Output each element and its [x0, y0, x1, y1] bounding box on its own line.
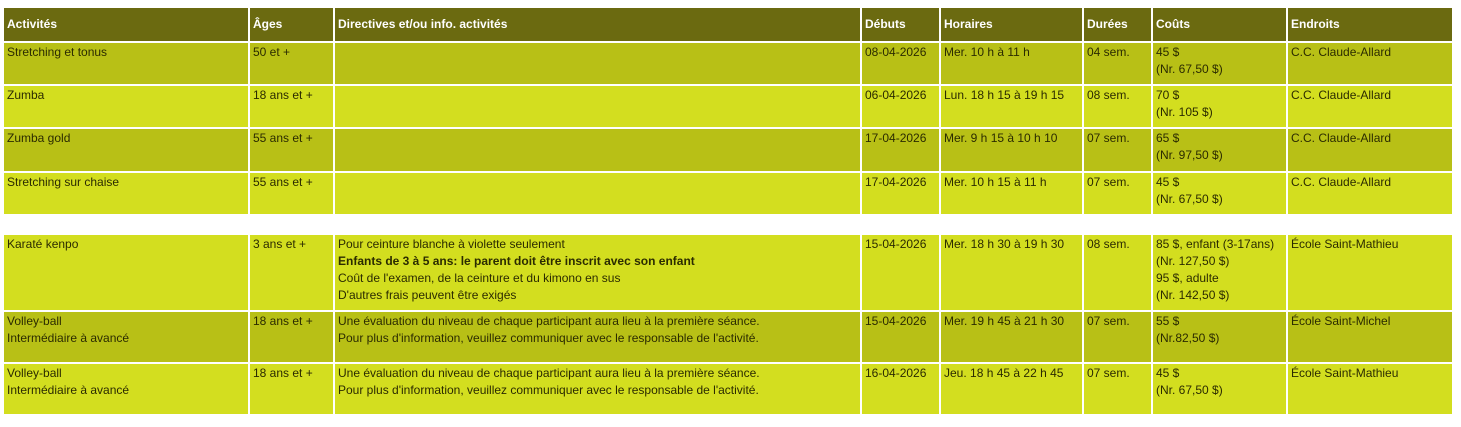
cost-cell — [1152, 363, 1287, 415]
duration-cell: 07 sem. — [1083, 128, 1152, 172]
info-cell — [334, 235, 861, 311]
table-row — [4, 235, 1452, 311]
cost-line: (Nr. 67,50 $) — [1156, 383, 1223, 397]
activity-cell — [4, 363, 249, 415]
schedule-cell: Mer. 10 h à 11 h — [940, 42, 1083, 85]
info-cell — [334, 85, 861, 128]
info-line: D'autres frais peuvent être exigés — [338, 288, 517, 302]
activity-cell — [4, 42, 249, 85]
info-line: Enfants de 3 à 5 ans: le parent doit être inscrit avec son enfant — [338, 254, 695, 268]
age-cell: 55 ans et + — [249, 128, 334, 172]
cost-cell — [1152, 85, 1287, 128]
cost-line: 65 $ — [1156, 131, 1180, 145]
info-line: Une évaluation du niveau de chaque participant aura lieu à la première séance. — [338, 366, 760, 380]
cost-line: 45 $ — [1156, 366, 1180, 380]
activities-table-2 — [4, 235, 1452, 416]
table-row — [4, 311, 1452, 363]
place-cell: C.C. Claude-Allard — [1287, 85, 1452, 128]
duration-cell: 07 sem. — [1083, 311, 1152, 363]
cost-line: (Nr. 67,50 $) — [1156, 62, 1223, 76]
place-cell: École Saint-Mathieu — [1287, 235, 1452, 311]
start-date-cell: 17-04-2026 — [861, 128, 940, 172]
table-row — [4, 363, 1452, 415]
info-cell — [334, 128, 861, 172]
col-header-debuts: Débuts — [861, 8, 940, 42]
table-header-row — [4, 8, 1452, 42]
cost-cell — [1152, 311, 1287, 363]
col-header-horaires: Horaires — [940, 8, 1083, 42]
cost-line: 70 $ — [1156, 88, 1180, 102]
activity-name: Stretching et tonus — [7, 45, 108, 59]
schedule-cell: Jeu. 18 h 45 à 22 h 45 — [940, 363, 1083, 415]
info-line: Pour plus d'information, veuillez communiquer avec le responsable de l'activité. — [338, 383, 759, 397]
schedule-cell: Mer. 19 h 45 à 21 h 30 — [940, 311, 1083, 363]
age-cell: 18 ans et + — [249, 363, 334, 415]
cost-line: (Nr. 105 $) — [1156, 105, 1213, 119]
activity-name: Zumba gold — [7, 131, 71, 145]
place-cell: C.C. Claude-Allard — [1287, 172, 1452, 215]
cost-cell — [1152, 235, 1287, 311]
activity-name: Zumba — [7, 88, 45, 102]
age-cell: 3 ans et + — [249, 235, 334, 311]
place-cell: C.C. Claude-Allard — [1287, 128, 1452, 172]
info-line: Pour plus d'information, veuillez communiquer avec le responsable de l'activité. — [338, 331, 759, 345]
cost-line: (Nr.82,50 $) — [1156, 331, 1220, 345]
col-header-endroits: Endroits — [1287, 8, 1452, 42]
duration-cell: 07 sem. — [1083, 172, 1152, 215]
cost-line: 55 $ — [1156, 314, 1180, 328]
duration-cell: 08 sem. — [1083, 85, 1152, 128]
info-line: Pour ceinture blanche à violette seulement — [338, 237, 565, 251]
activity-cell — [4, 85, 249, 128]
duration-cell: 08 sem. — [1083, 235, 1152, 311]
cost-line: 45 $ — [1156, 45, 1180, 59]
activity-name: Intermédiaire à avancé — [7, 383, 130, 397]
activity-cell — [4, 235, 249, 311]
duration-cell: 04 sem. — [1083, 42, 1152, 85]
table-row — [4, 85, 1452, 128]
info-cell — [334, 311, 861, 363]
schedule-cell: Mer. 9 h 15 à 10 h 10 — [940, 128, 1083, 172]
place-cell: C.C. Claude-Allard — [1287, 42, 1452, 85]
age-cell: 18 ans et + — [249, 85, 334, 128]
col-header-couts: Coûts — [1152, 8, 1287, 42]
age-cell: 50 et + — [249, 42, 334, 85]
schedule-cell: Mer. 18 h 30 à 19 h 30 — [940, 235, 1083, 311]
cost-cell — [1152, 128, 1287, 172]
schedule-cell: Mer. 10 h 15 à 11 h — [940, 172, 1083, 215]
table-row — [4, 172, 1452, 215]
info-cell — [334, 172, 861, 215]
table-row — [4, 128, 1452, 172]
age-cell: 55 ans et + — [249, 172, 334, 215]
activity-name: Volley-ball — [7, 366, 62, 380]
activity-name: Stretching sur chaise — [7, 175, 120, 189]
cost-line: 95 $, adulte — [1156, 271, 1219, 285]
activity-name: Karaté kenpo — [7, 237, 79, 251]
start-date-cell: 15-04-2026 — [861, 311, 940, 363]
schedule-cell: Lun. 18 h 15 à 19 h 15 — [940, 85, 1083, 128]
age-cell: 18 ans et + — [249, 311, 334, 363]
cost-cell — [1152, 172, 1287, 215]
cost-line: (Nr. 127,50 $) — [1156, 254, 1230, 268]
start-date-cell: 16-04-2026 — [861, 363, 940, 415]
activity-cell — [4, 311, 249, 363]
cost-cell — [1152, 42, 1287, 85]
place-cell: École Saint-Mathieu — [1287, 363, 1452, 415]
col-header-activites: Activités — [4, 8, 249, 42]
start-date-cell: 06-04-2026 — [861, 85, 940, 128]
activity-name: Intermédiaire à avancé — [7, 331, 130, 345]
cost-line: (Nr. 97,50 $) — [1156, 148, 1223, 162]
start-date-cell: 17-04-2026 — [861, 172, 940, 215]
cost-line: 85 $, enfant (3-17ans) — [1156, 237, 1275, 251]
activity-cell — [4, 128, 249, 172]
info-cell — [334, 42, 861, 85]
place-cell: École Saint-Michel — [1287, 311, 1452, 363]
info-cell — [334, 363, 861, 415]
activity-name: Volley-ball — [7, 314, 62, 328]
info-line: Une évaluation du niveau de chaque participant aura lieu à la première séance. — [338, 314, 760, 328]
cost-line: (Nr. 142,50 $) — [1156, 288, 1230, 302]
start-date-cell: 15-04-2026 — [861, 235, 940, 311]
duration-cell: 07 sem. — [1083, 363, 1152, 415]
activities-table-1 — [4, 8, 1452, 216]
col-header-ages: Âges — [249, 8, 334, 42]
table-row — [4, 42, 1452, 85]
col-header-directives: Directives et/ou info. activités — [334, 8, 861, 42]
start-date-cell: 08-04-2026 — [861, 42, 940, 85]
cost-line: 45 $ — [1156, 175, 1180, 189]
col-header-durees: Durées — [1083, 8, 1152, 42]
cost-line: (Nr. 67,50 $) — [1156, 192, 1223, 206]
activity-cell — [4, 172, 249, 215]
info-line: Coût de l'examen, de la ceinture et du kimono en sus — [338, 271, 621, 285]
